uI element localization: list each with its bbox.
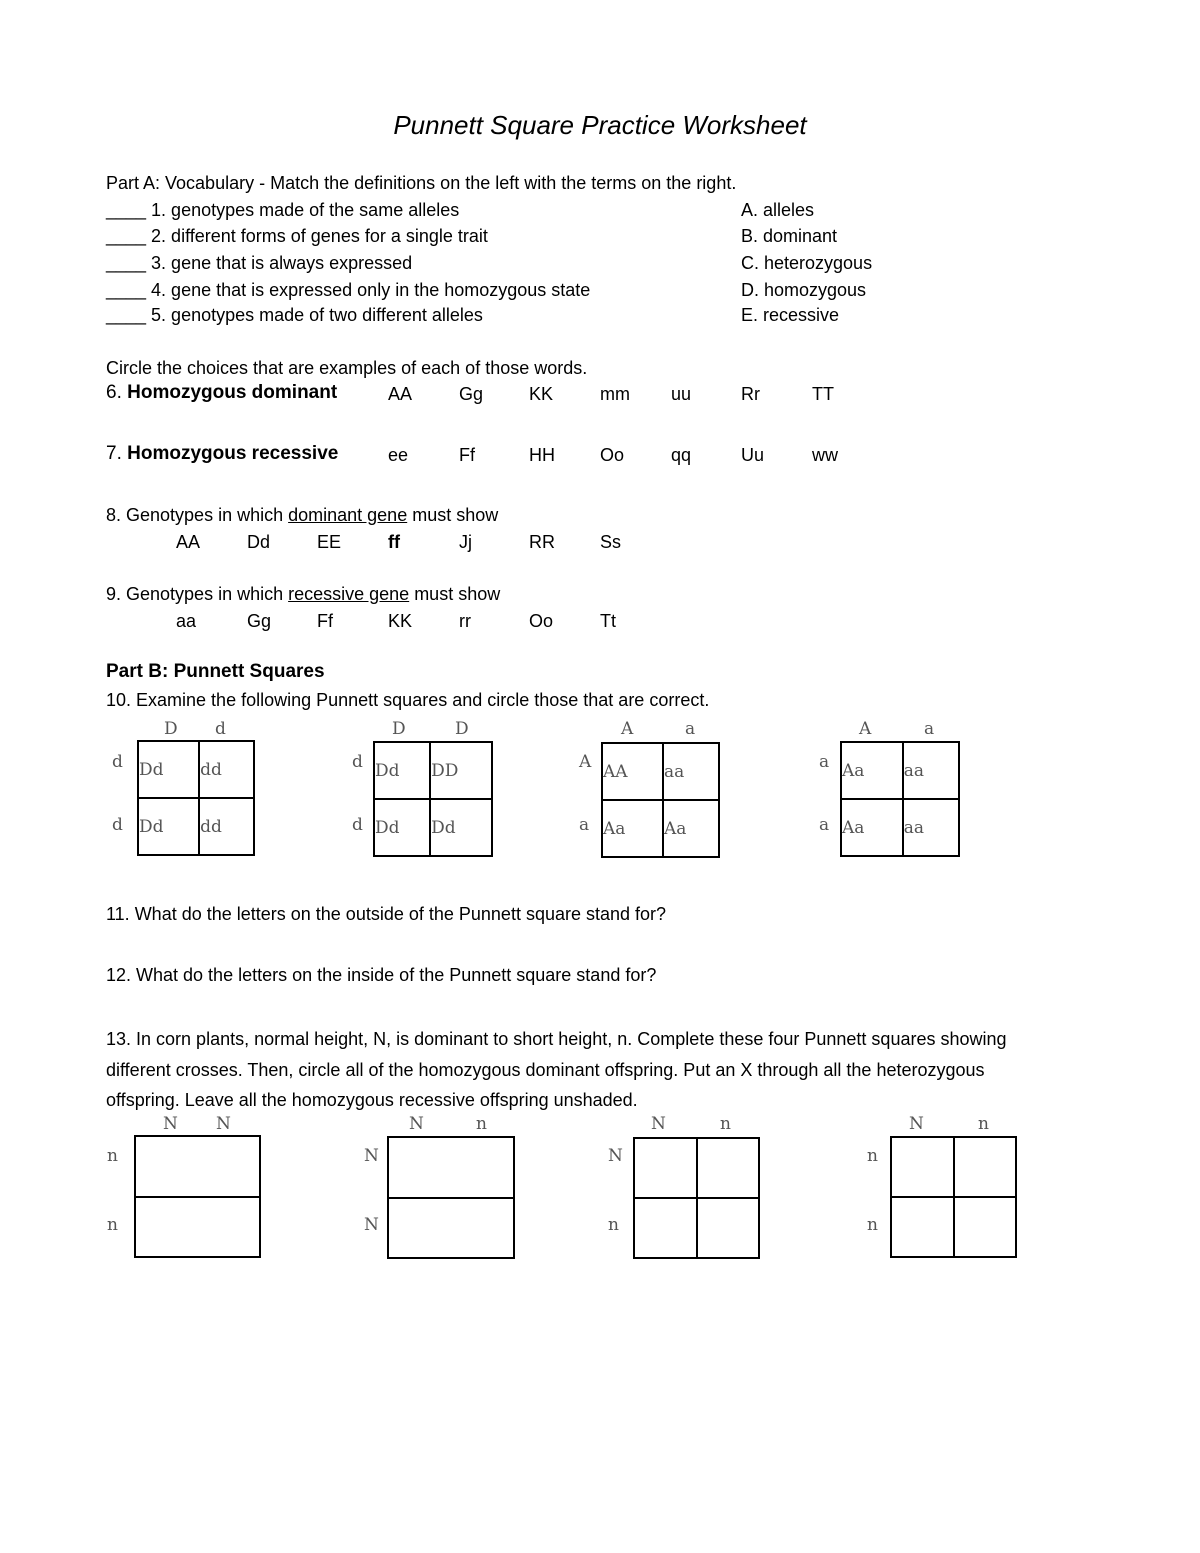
allele-label: n [476,1114,487,1134]
allele-label: d [352,815,363,835]
q7-number: 7. [106,443,128,464]
allele-label: a [819,815,830,835]
allele-label: d [352,752,363,772]
q9-option[interactable]: aa [176,611,197,631]
q6-option[interactable]: AA [388,384,413,404]
punnett-cell: Dd [138,741,199,798]
blank-cell[interactable] [388,1198,514,1259]
q8-option[interactable]: Ss [600,532,622,552]
q8-option[interactable]: ff [388,532,400,552]
punnett-square-3[interactable] [601,742,720,858]
allele-label: D [392,719,406,739]
punnett-cell: Aa [602,800,663,857]
allele-label: n [107,1215,118,1235]
q8-option[interactable]: RR [529,532,555,552]
q6-option[interactable]: KK [529,384,554,404]
blank-cell[interactable] [135,1197,260,1258]
q9-suffix: must show [409,584,501,604]
q10-prompt: 10. Examine the following Punnett squares and circle those that are correct. [106,690,710,710]
q6-option[interactable]: mm [600,384,630,404]
blank-cell[interactable] [634,1198,697,1258]
q6-option[interactable]: Gg [459,384,484,404]
allele-label: D [164,719,178,739]
term-a: A. alleles [741,200,815,220]
blank-cell[interactable] [697,1138,760,1198]
definition-4: ____ 4. gene that is expressed only in the homozygous state [106,280,591,300]
allele-label: a [819,752,830,772]
punnett-cell: Dd [138,798,199,855]
punnett-cell: Aa [841,799,903,856]
q8-option[interactable]: AA [176,532,201,552]
q7-term: Homozygous recessive [127,443,339,464]
q12-prompt: 12. What do the letters on the inside of the Punnett square stand for? [106,965,657,985]
allele-label: d [112,752,123,772]
blank-punnett-square-2[interactable] [387,1136,515,1259]
q9-option[interactable]: Tt [600,611,616,631]
q7-option[interactable]: Uu [741,445,765,465]
allele-label: A [859,719,872,739]
definition-3: ____ 3. gene that is always expressed [106,253,413,273]
blank-cell[interactable] [388,1137,514,1198]
punnett-cell: AA [602,743,663,800]
punnett-cell: aa [903,742,959,799]
q8-option[interactable]: Dd [247,532,271,552]
allele-label: d [215,719,226,739]
term-b: B. dominant [741,226,838,246]
q11-prompt: 11. What do the letters on the outside of the Punnett square stand for? [106,904,667,924]
allele-label: N [364,1215,379,1235]
allele-label: A [579,752,592,772]
q6-option[interactable]: Rr [741,384,760,404]
punnett-square-2[interactable] [373,741,493,857]
q7-option[interactable]: Oo [600,445,625,465]
allele-label: a [924,719,935,739]
punnett-cell: dd [199,741,254,798]
blank-cell[interactable] [954,1137,1017,1197]
blank-cell[interactable] [135,1136,260,1197]
allele-label: n [720,1114,731,1134]
q7-option[interactable]: ww [812,445,838,465]
term-c: C. heterozygous [741,253,873,273]
allele-label: d [112,815,123,835]
part-a-heading: Part A: Vocabulary - Match the definitions on the left with the terms on the right. [106,173,737,193]
q7-option[interactable]: HH [529,445,555,465]
allele-label: n [978,1114,989,1134]
punnett-square-4[interactable] [840,741,960,857]
q8-option[interactable]: EE [317,532,342,552]
definition-2: ____ 2. different forms of genes for a single trait [106,226,488,246]
term-e: E. recessive [741,305,840,325]
punnett-cell: DD [430,742,492,799]
blank-cell[interactable] [891,1137,954,1197]
q9-option[interactable]: Gg [247,611,272,631]
blank-cell[interactable] [891,1197,954,1257]
blank-cell[interactable] [954,1197,1017,1257]
q9-prefix: 9. Genotypes in which [106,584,289,604]
q9-option[interactable]: Ff [317,611,333,631]
allele-label: A [621,719,634,739]
q6-option[interactable]: TT [812,384,834,404]
allele-label: N [216,1114,231,1134]
allele-label: N [409,1114,424,1134]
q9-option[interactable]: KK [388,611,413,631]
q7-option[interactable]: ee [388,445,409,465]
q8-prefix: 8. Genotypes in which [106,505,289,525]
allele-label: n [608,1215,619,1235]
punnett-cell: Aa [663,800,719,857]
allele-label: N [909,1114,924,1134]
punnett-cell: Dd [374,742,430,799]
q8-prompt [106,504,498,526]
q9-underlined: recessive gene [288,584,410,604]
allele-label: D [455,719,469,739]
q9-prompt [106,583,500,605]
q9-option[interactable]: rr [459,611,471,631]
q9-option[interactable]: Oo [529,611,554,631]
allele-label: n [107,1146,118,1166]
q6-label [106,382,337,404]
blank-punnett-square-4[interactable] [890,1136,1017,1258]
part-b-heading: Part B: Punnett Squares [106,661,325,682]
allele-label: n [867,1215,878,1235]
allele-label: N [651,1114,666,1134]
punnett-cell: aa [663,743,719,800]
q7-option[interactable]: qq [671,445,692,465]
term-d: D. homozygous [741,280,867,300]
definition-5: ____ 5. genotypes made of two different alleles [106,305,483,325]
allele-label: N [608,1146,623,1166]
worksheet-title: Punnett Square Practice Worksheet [393,110,807,140]
q8-suffix: must show [407,505,499,525]
punnett-cell: Dd [374,799,430,856]
q6-term: Homozygous dominant [127,382,338,403]
allele-label: N [163,1114,178,1134]
q13-prompt: 13. In corn plants, normal height, N, is dominant to short height, n. Complete these four Punnett squares showing different crosses. Then, circle all of the homozygous dominant offspring. Put an X through all the heterozygous offspring. Leave all the homozygous recessive offspring unshaded. [106,1029,1007,1110]
punnett-square-1[interactable] [137,740,255,856]
blank-cell[interactable] [697,1198,760,1258]
q7-option[interactable]: Ff [459,445,475,465]
q8-option[interactable]: Jj [459,532,472,552]
punnett-cell: aa [903,799,959,856]
allele-label: n [867,1146,878,1166]
blank-punnett-square-1[interactable] [134,1135,261,1258]
blank-cell[interactable] [634,1138,697,1198]
blank-punnett-square-3[interactable] [633,1137,760,1259]
punnett-cell: Aa [841,742,903,799]
q6-option[interactable]: uu [671,384,692,404]
allele-label: N [364,1146,379,1166]
allele-label: a [685,719,696,739]
punnett-cell: dd [199,798,254,855]
q6-number: 6. [106,382,128,403]
q7-label [106,443,338,465]
punnett-cell: Dd [430,799,492,856]
allele-label: a [579,815,590,835]
q8-underlined: dominant gene [288,505,408,525]
circle-instruction: Circle the choices that are examples of each of those words. [106,358,588,378]
definition-1: ____ 1. genotypes made of the same alleles [106,200,460,220]
